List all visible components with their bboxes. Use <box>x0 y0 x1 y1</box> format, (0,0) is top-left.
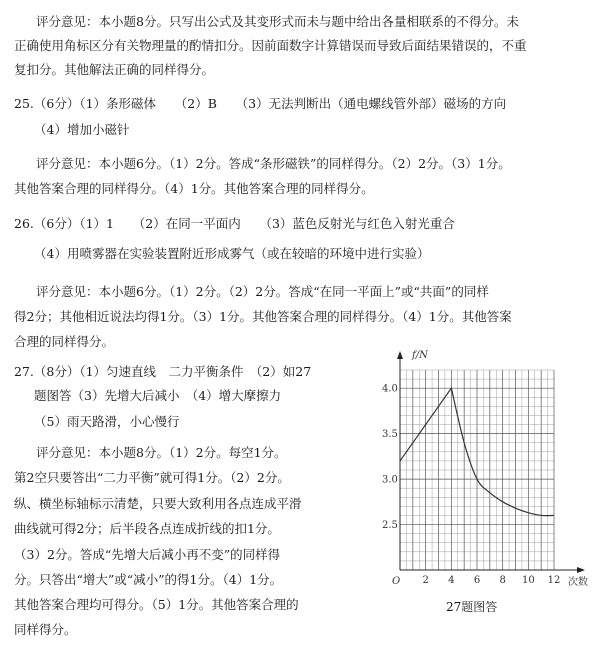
text-line: 25.（6分）（1）条形磁体 （2）B （3）无法判断出（通电螺线管外部）磁场的方向 <box>14 96 507 111</box>
text-line: 评分意见：本小题8分。只写出公式及其变形式而未与题中给出各量相联系的不得分。未 <box>36 14 519 29</box>
y-tick-label: 2.5 <box>382 520 398 532</box>
text-line: 曲线就可得2分；后半段各点连成折线的扣1分。 <box>14 521 280 536</box>
x-tick-label: 2 <box>422 575 429 586</box>
text-line: 题图答（3）先增大后减小 （4）增大摩擦力 <box>34 388 282 403</box>
x-tick-label: 12 <box>547 575 561 586</box>
x-tick-labels <box>422 575 560 586</box>
text-line: 合理的同样得分。 <box>14 334 115 349</box>
x-tick-label: 6 <box>473 575 481 586</box>
graph-grid <box>400 370 554 570</box>
origin-label: O <box>392 576 401 587</box>
text-line: 得2分；其他相近说法均得1分。（3）1分。其他答案合理的同样得分。（4）1分。其他答案 <box>14 309 512 324</box>
text-line: 分。只答出“增大”或“减小”的得1分。（4）1分。 <box>14 572 283 587</box>
friction-graph <box>380 348 590 588</box>
text-line: 纵、横坐标轴标示清楚，只要大致利用各点连成平滑 <box>14 496 302 511</box>
text-line: 评分意见：本小题6分。（1）2分。（2）2分。答成“在同一平面上”或“共面”的同样 <box>36 284 489 299</box>
figure-caption: 27题图答 <box>446 600 498 614</box>
text-line: 第2空只要答出“二力平衡”就可得1分。（2）2分。 <box>14 470 290 485</box>
text-line: （4）增加小磁针 <box>34 122 130 137</box>
y-tick-labels <box>382 384 398 531</box>
y-axis-label: f/N <box>412 350 428 361</box>
text-line: 26.（6分）（1）1 （2）在同一平面内 （3）蓝色反射光与红色入射光重合 <box>14 216 455 231</box>
text-line: （3）2分。答成“先增大后减小再不变”的同样得 <box>14 547 281 562</box>
x-tick-label: 10 <box>521 575 535 586</box>
text-line: 评分意见：本小题6分。（1）2分。答成“条形磁铁”的同样得分。（2）2分。（3）1分。 <box>36 156 511 171</box>
text-line: （5）雨天路滑，小心慢行 <box>34 414 180 429</box>
text-line: （4）用喷雾器在实验装置附近形成雾气（或在较暗的环境中进行实验） <box>34 246 430 261</box>
text-line: 评分意见：本小题8分。（1）2分。每空1分。 <box>36 445 287 460</box>
y-tick-label: 3.0 <box>382 474 398 486</box>
text-line: 其他答案合理均可得分。（5）1分。其他答案合理的 <box>14 597 299 612</box>
text-line: 其他答案合理的同样得分。（4）1分。其他答案合理的同样得分。 <box>14 181 374 196</box>
text-line: 27.（8分）（1）匀速直线 二力平衡条件 （2）如27 <box>14 364 312 379</box>
text-line: 同样得分。 <box>14 622 77 637</box>
y-tick-label: 3.5 <box>382 429 398 441</box>
x-tick-label: 4 <box>448 575 455 586</box>
text-line: 正确使用角标区分有关物理量的酌情扣分。因前面数字计算错误而导致后面结果错误的，不重 <box>14 38 527 53</box>
graph-axes <box>397 351 585 573</box>
x-tick-label: 8 <box>499 575 506 586</box>
x-axis-label: 次数 <box>568 577 588 588</box>
text-line: 复扣分。其他解法正确的同样得分。 <box>14 62 215 77</box>
y-tick-label: 4.0 <box>382 383 398 395</box>
